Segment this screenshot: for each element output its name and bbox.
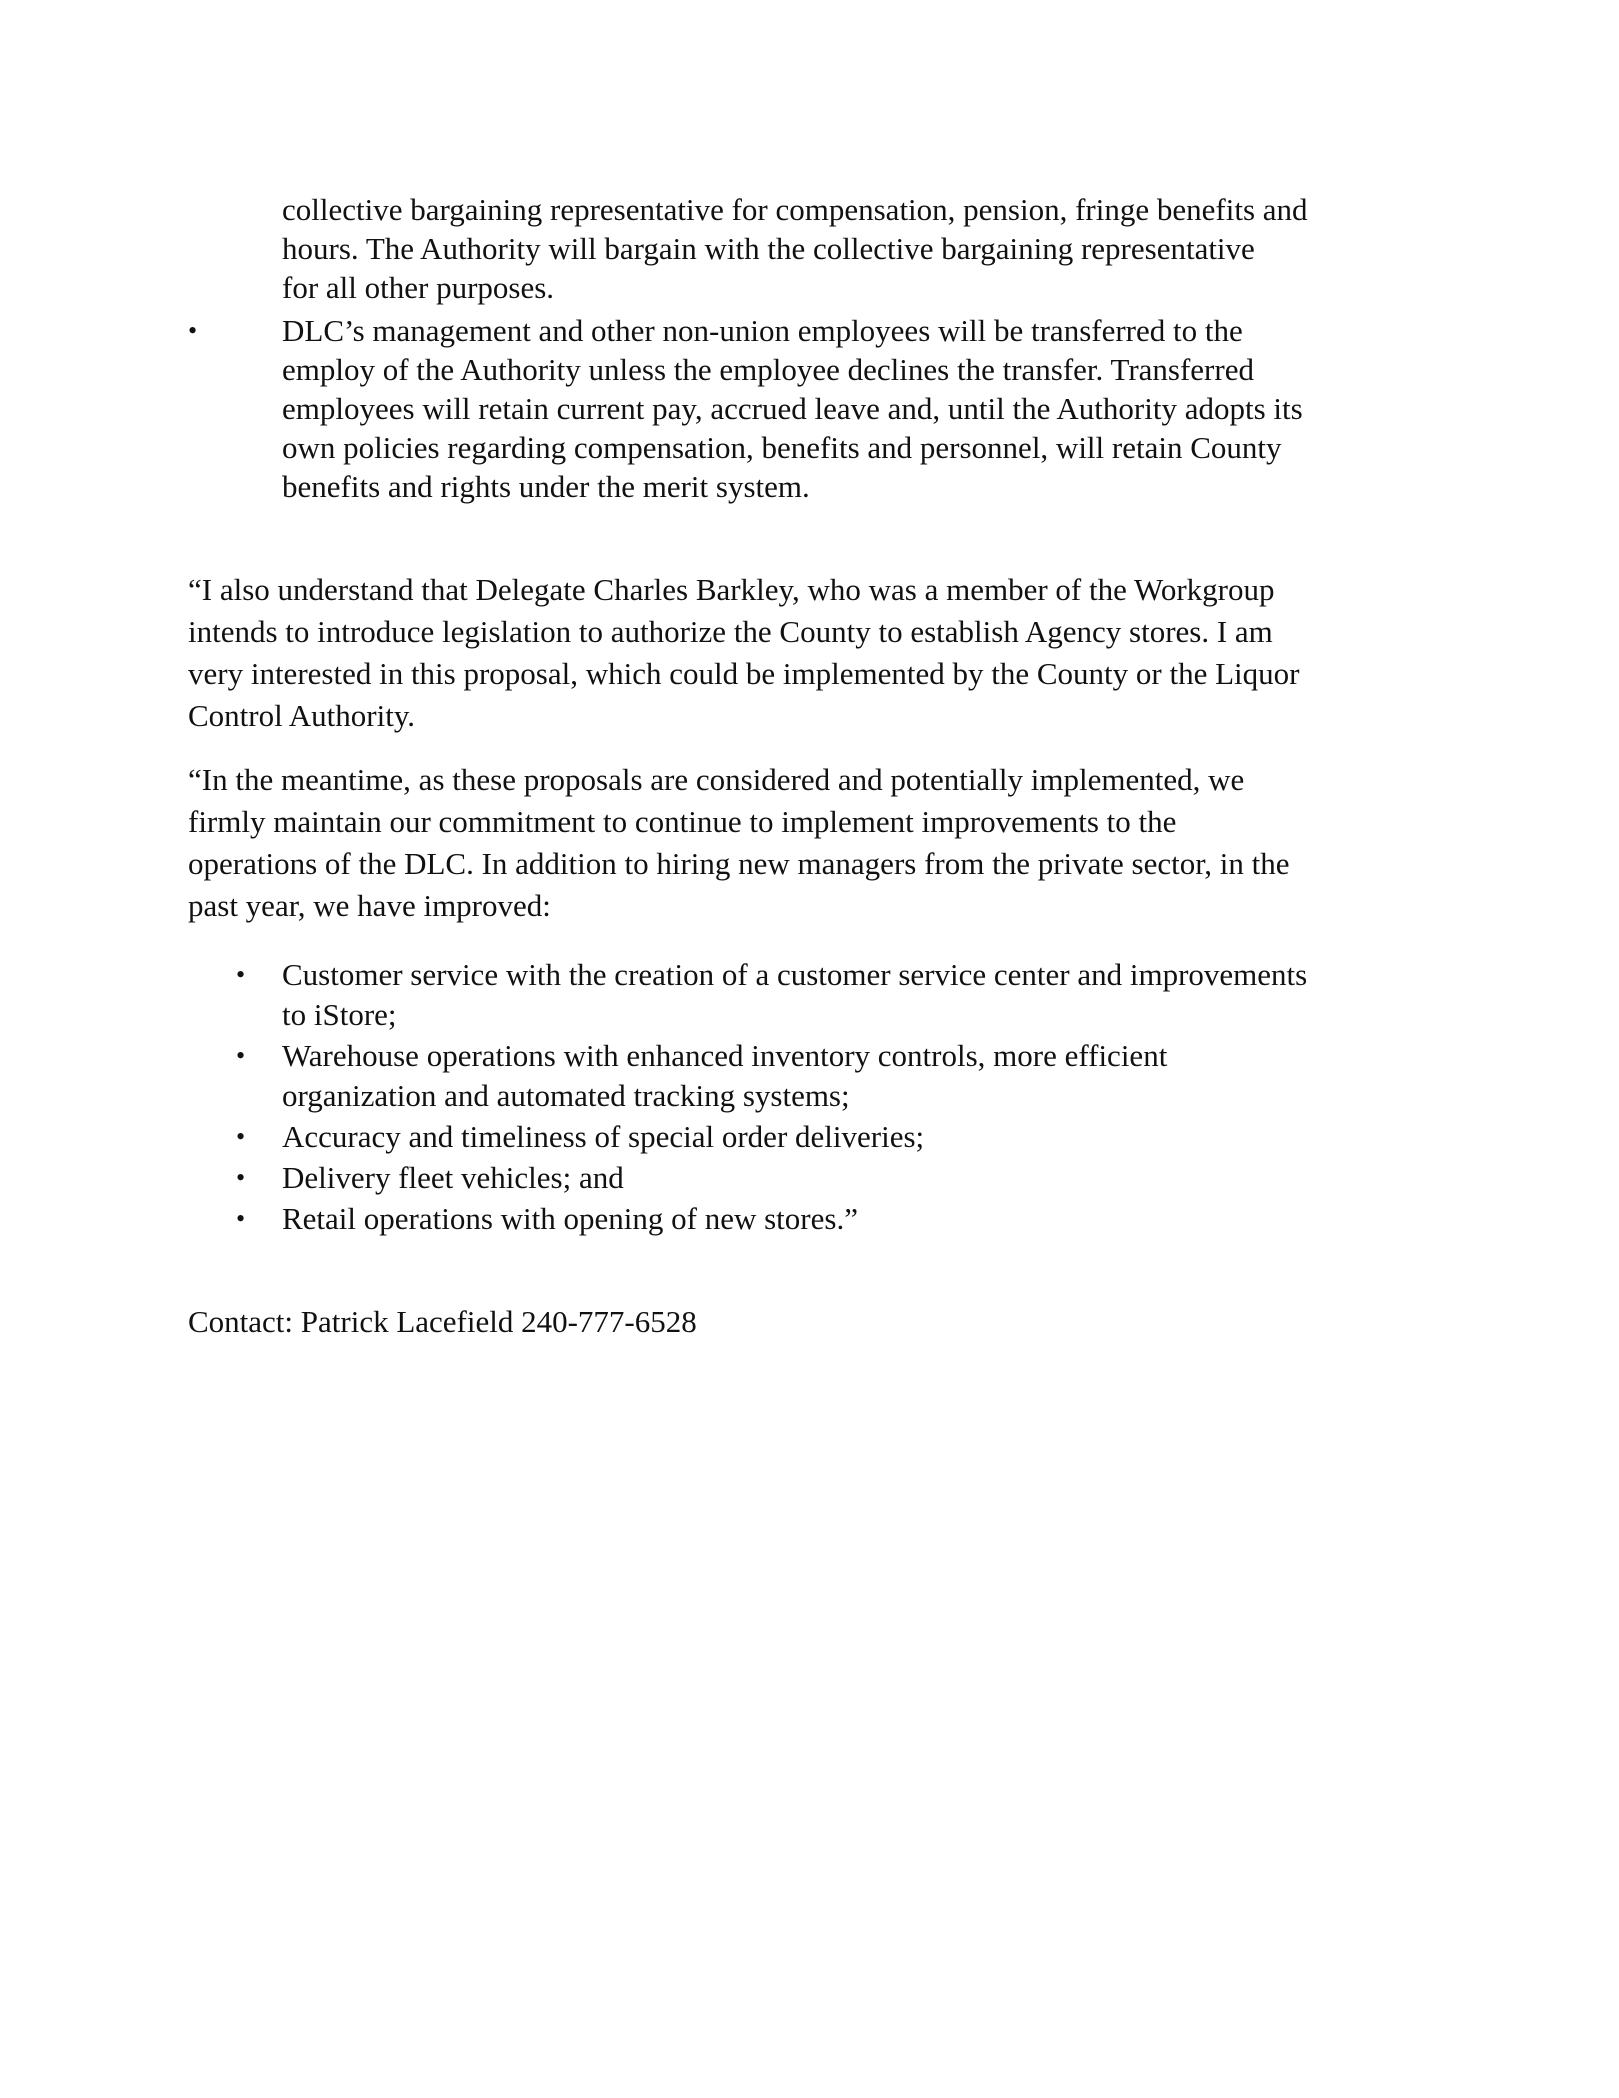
text-line: firmly maintain our commitment to continue to implement improvements to the: [188, 804, 1177, 839]
bullet-marker: •: [236, 960, 246, 989]
text-line: Control Authority.: [188, 698, 416, 733]
text-line: very interested in this proposal, which could be implemented by the County or the Liquor: [188, 656, 1300, 691]
text-line: operations of the DLC. In addition to hiring new managers from the private sector, in the: [188, 846, 1290, 881]
text-line: Warehouse operations with enhanced inventory controls, more efficient: [282, 1038, 1168, 1073]
bullet-marker: •: [188, 316, 198, 345]
text-line: DLC’s management and other non-union employees will be transferred to the: [282, 313, 1243, 348]
bullet-marker: •: [236, 1204, 246, 1233]
text-line: employees will retain current pay, accrued leave and, until the Authority adopts its: [282, 391, 1303, 426]
text-line: collective bargaining representative for compensation, pension, fringe benefits and: [282, 192, 1308, 227]
text-line: hours. The Authority will bargain with the collective bargaining representative: [282, 231, 1255, 266]
text-line: past year, we have improved:: [188, 888, 551, 923]
text-line: “I also understand that Delegate Charles Barkley, who was a member of the Workgroup: [188, 572, 1275, 607]
text-line: Customer service with the creation of a customer service center and improvements: [282, 957, 1308, 992]
text-line: intends to introduce legislation to authorize the County to establish Agency stores. I am: [188, 614, 1273, 649]
text-line: “In the meantime, as these proposals are considered and potentially implemented, we: [188, 762, 1245, 797]
text-line: for all other purposes.: [282, 270, 555, 305]
bullet-marker: •: [236, 1122, 246, 1151]
text-line: benefits and rights under the merit system.: [282, 469, 810, 504]
contact-line: Contact: Patrick Lacefield 240-777-6528: [188, 1304, 697, 1339]
text-line: own policies regarding compensation, benefits and personnel, will retain County: [282, 430, 1282, 465]
bullet-marker: •: [236, 1041, 246, 1070]
text-line: Delivery fleet vehicles; and: [282, 1160, 624, 1195]
bullet-marker: •: [236, 1163, 246, 1192]
text-line: organization and automated tracking systems;: [282, 1078, 850, 1113]
text-line: to iStore;: [282, 997, 397, 1032]
text-line: Accuracy and timeliness of special order deliveries;: [282, 1119, 925, 1154]
text-line: Retail operations with opening of new stores.”: [282, 1201, 858, 1236]
text-line: employ of the Authority unless the employee declines the transfer. Transferred: [282, 352, 1254, 387]
